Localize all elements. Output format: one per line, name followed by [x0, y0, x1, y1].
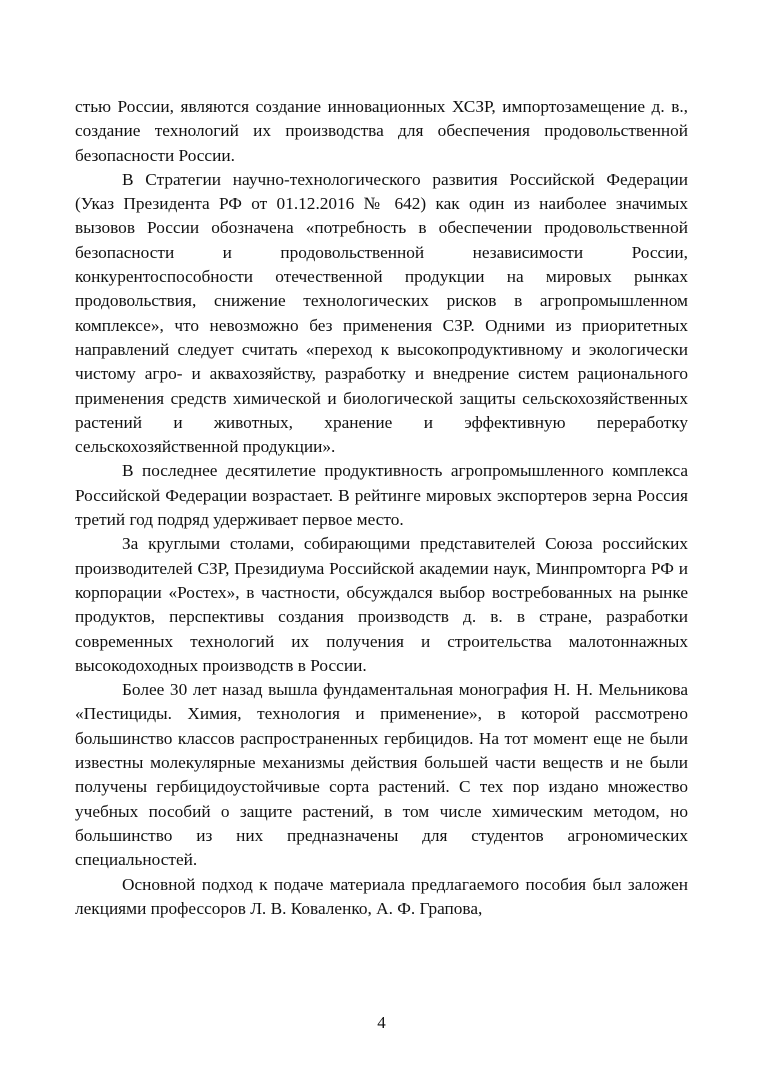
- paragraph-2: В Стратегии научно-технологического развития Российской Федерации (Указ Президента РФ от 01.12.2016 № 642) как один из наиболее значимых вызовов России обозначена «потребность в обеспечении продовольственной безопасности и продовольственной независимости России, конкурентоспособности отечественной продукции на мировых рынках продовольствия, снижение технологических рисков в агропромышленном комплексе», что невозможно без применения СЗР. Одними из приоритетных направлений следует считать «переход к высокопродуктивному и экологически чистому агро- и аквахозяйству, разработку и внедрение систем рационального применения средств химической и биологической защиты сельскохозяйственных растений и животных, хранение и эффективную переработку сельскохозяйственной продукции».: [75, 169, 688, 457]
- body-text: [75, 95, 688, 921]
- paragraph-4: За круглыми столами, собирающими представителей Союза российских производителей СЗР, Президиума Российской академии наук, Минпромторга РФ и корпорации «Ростех», в частности, обсуждался выбор востребованных на рынке продуктов, перспективы создания производств д. в. в стране, разработки современных технологий их получения и строительства малотоннажных высокодоходных производств в России.: [75, 534, 688, 675]
- paragraph-3: В последнее десятилетие продуктивность агропромышленного комплекса Российской Федерации возрастает. В рейтинге мировых экспортеров зерна Россия третий год подряд удерживает первое место.: [75, 461, 688, 530]
- page-number: 4: [377, 1013, 386, 1032]
- paragraph-1: стью России, являются создание инновационных ХСЗР, импортозамещение д. в., создание технологий их производства для обеспечения продовольственной безопасности России.: [75, 97, 688, 165]
- paragraph-6: Основной подход к подаче материала предлагаемого пособия был заложен лекциями профессоров Л. В. Коваленко, А. Ф. Грапова,: [75, 874, 688, 918]
- paragraph-5: Более 30 лет назад вышла фундаментальная монография Н. Н. Мельникова «Пестициды. Химия, технология и применение», в которой рассмотрено большинство классов распространенных гербицидов. На тот момент еще не были известны молекулярные механизмы действия большей части веществ и не были получены гербицидоустойчивые сорта растений. С тех пор издано множество учебных пособий о защите растений, в том числе химическим методом, но большинство из них предназначены для студентов агрономических специальностей.: [75, 680, 688, 870]
